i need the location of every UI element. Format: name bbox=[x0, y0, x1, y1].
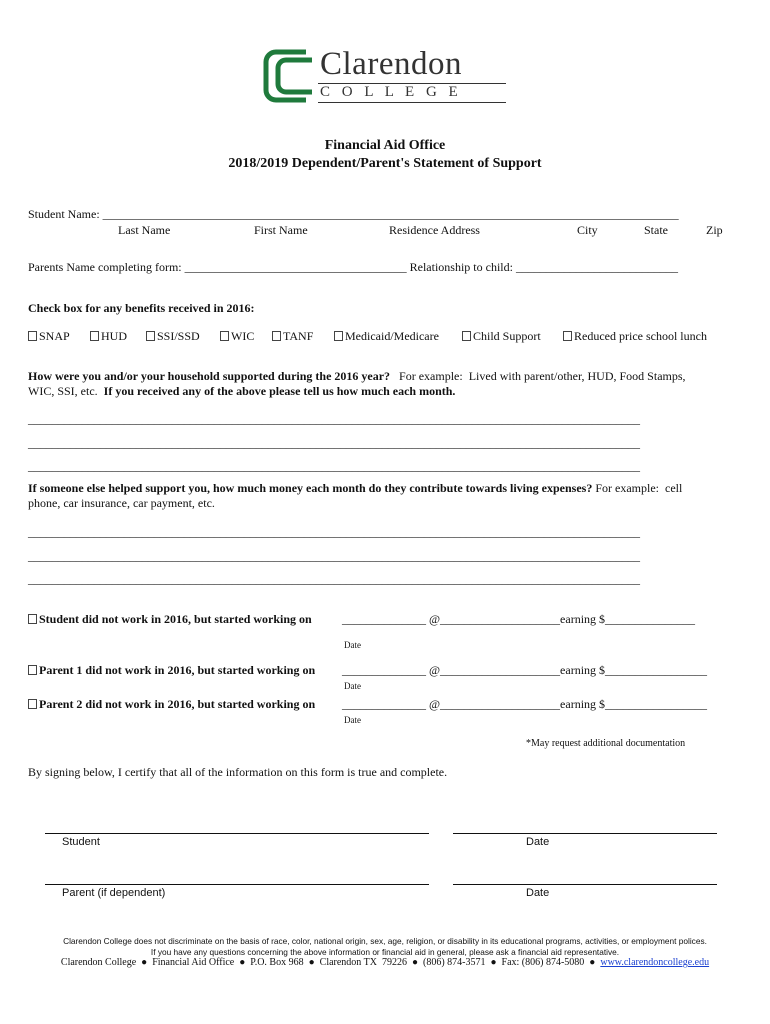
benefit-hud[interactable]: HUD bbox=[90, 329, 127, 344]
student-work-blanks[interactable]: ______________ @____________________earning $_______________ bbox=[342, 612, 696, 626]
label-first-name: First Name bbox=[254, 223, 308, 237]
parent1-work-row[interactable]: Parent 1 did not work in 2016, but started working on bbox=[28, 663, 315, 678]
parent1-work-blanks[interactable]: ______________ @____________________earning $_________________ bbox=[342, 663, 708, 677]
contact-info: Clarendon College ● Financial Aid Office ● P.O. Box 968 ● Clarendon TX 79226 ● (806) 874-3571 ● Fax: (806) 874-5080 ● www.clarendoncollege.edu bbox=[60, 957, 710, 968]
questions-statement: If you have any questions concerning the above information or financial aid in general, please ask a financial aid representative. bbox=[150, 947, 620, 957]
student-signature-label: Student bbox=[62, 836, 100, 848]
benefit-snap[interactable]: SNAP bbox=[28, 329, 70, 344]
form-title-line1: Financial Aid Office bbox=[324, 138, 446, 153]
support-question-line2: WIC, SSI, etc. If you received any of the above please tell us how much each month. bbox=[28, 384, 456, 398]
benefit-tanf[interactable]: TANF bbox=[272, 329, 313, 344]
parent-sign-date-label: Date bbox=[526, 887, 550, 899]
checkbox-icon[interactable] bbox=[220, 331, 229, 341]
help-question-line2: phone, car insurance, car payment, etc. bbox=[28, 496, 215, 510]
student-date-label: Date bbox=[344, 640, 361, 650]
parents-name-line[interactable]: Parents Name completing form: _____________________________________ Relationship to child: ___________________________ bbox=[28, 260, 678, 274]
help-answer-line[interactable]: ______________________________________________________________________________________________________ bbox=[28, 572, 640, 586]
nondiscrimination-statement: Clarendon College does not discriminate on the basis of race, color, national origin, sex, age, religion, or disability in its educational programs, activities, or employment polices. bbox=[63, 936, 707, 946]
student-signature-line[interactable] bbox=[45, 833, 429, 834]
student-name-line[interactable]: Student Name: ________________________________________________________________________________________________ bbox=[28, 207, 679, 221]
parent-signature-label: Parent (if dependent) bbox=[62, 887, 166, 899]
support-answer-line[interactable]: ______________________________________________________________________________________________________ bbox=[28, 436, 640, 450]
logo-mark-icon bbox=[262, 46, 318, 104]
help-answer-line[interactable]: ______________________________________________________________________________________________________ bbox=[28, 525, 640, 539]
certify-statement: By signing below, I certify that all of the information on this form is true and complete. bbox=[28, 765, 448, 779]
checkbox-icon[interactable] bbox=[334, 331, 343, 341]
label-state: State bbox=[644, 223, 668, 237]
label-residence-address: Residence Address bbox=[389, 223, 480, 237]
label-city: City bbox=[577, 223, 598, 237]
help-answer-line[interactable]: ______________________________________________________________________________________________________ bbox=[28, 549, 640, 563]
parent2-date-label: Date bbox=[344, 715, 361, 725]
form-title-line2: 2018/2019 Dependent/Parent's Statement of Support bbox=[228, 156, 542, 171]
support-answer-line[interactable]: ______________________________________________________________________________________________________ bbox=[28, 459, 640, 473]
checkbox-icon[interactable] bbox=[28, 665, 37, 675]
benefit-ssi-ssd[interactable]: SSI/SSD bbox=[146, 329, 200, 344]
benefit-reduced-lunch[interactable]: Reduced price school lunch bbox=[563, 329, 707, 344]
support-question-line1: How were you and/or your household supported during the 2016 year? For example: Lived with parent/other, HUD, Food Stamps, bbox=[28, 369, 686, 383]
website-link[interactable]: www.clarendoncollege.edu bbox=[600, 957, 710, 968]
checkbox-icon[interactable] bbox=[28, 699, 37, 709]
label-zip: Zip bbox=[706, 223, 723, 237]
benefits-heading: Check box for any benefits received in 2016: bbox=[28, 301, 255, 315]
checkbox-icon[interactable] bbox=[28, 331, 37, 341]
checkbox-icon[interactable] bbox=[146, 331, 155, 341]
help-question-line1: If someone else helped support you, how much money each month do they contribute towards living expenses? For example: cell bbox=[28, 481, 683, 495]
logo-sub: C O L L E G E bbox=[320, 84, 462, 100]
parent-signature-line[interactable] bbox=[45, 884, 429, 885]
parent1-date-label: Date bbox=[344, 681, 361, 691]
checkbox-icon[interactable] bbox=[563, 331, 572, 341]
student-date-line[interactable] bbox=[453, 833, 717, 834]
college-logo bbox=[262, 46, 512, 106]
checkbox-icon[interactable] bbox=[28, 614, 37, 624]
logo-rule-bottom bbox=[318, 102, 506, 103]
checkbox-icon[interactable] bbox=[90, 331, 99, 341]
benefit-child-support[interactable]: Child Support bbox=[462, 329, 541, 344]
documentation-note: *May request additional documentation bbox=[526, 738, 686, 749]
logo-name: Clarendon bbox=[320, 46, 462, 82]
support-answer-line[interactable]: ______________________________________________________________________________________________________ bbox=[28, 412, 640, 426]
checkbox-icon[interactable] bbox=[272, 331, 281, 341]
checkbox-icon[interactable] bbox=[462, 331, 471, 341]
benefit-medicaid[interactable]: Medicaid/Medicare bbox=[334, 329, 439, 344]
parent-date-line[interactable] bbox=[453, 884, 717, 885]
parent2-work-blanks[interactable]: ______________ @____________________earning $_________________ bbox=[342, 697, 708, 711]
parent2-work-row[interactable]: Parent 2 did not work in 2016, but started working on bbox=[28, 697, 315, 712]
benefit-wic[interactable]: WIC bbox=[220, 329, 254, 344]
label-last-name: Last Name bbox=[118, 223, 171, 237]
student-work-row[interactable]: Student did not work in 2016, but started working on bbox=[28, 612, 312, 627]
student-sign-date-label: Date bbox=[526, 836, 550, 848]
